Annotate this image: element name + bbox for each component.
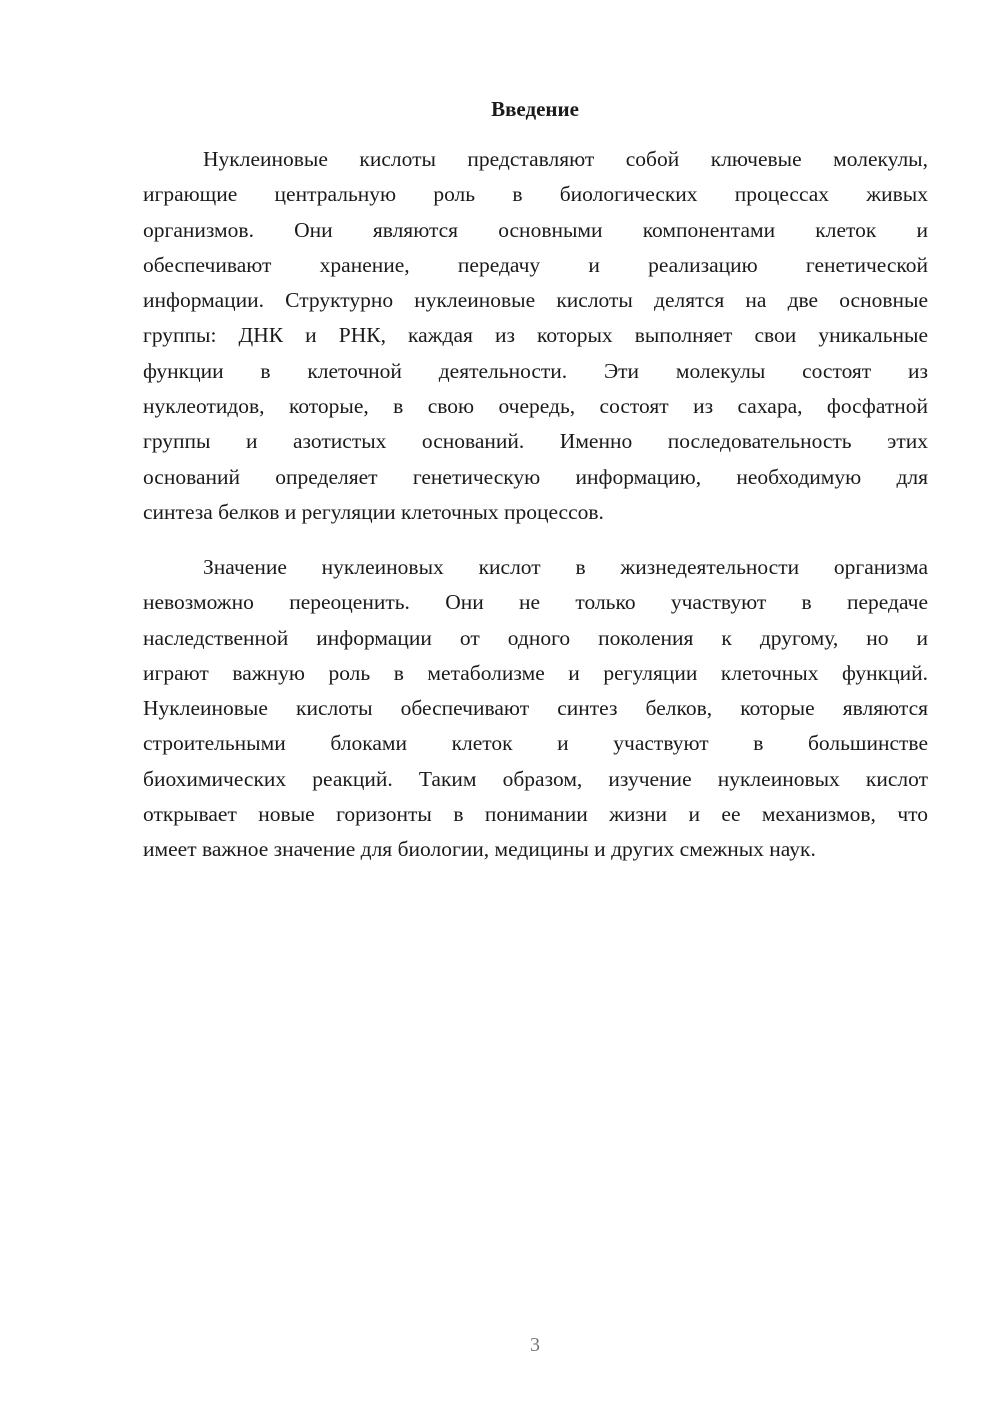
text-line: имеет важное значение для биологии, медицины и других смежных наук.: [143, 837, 816, 862]
text-line: открывает новые горизонты в понимании жизни и ее механизмов, что: [143, 802, 928, 827]
text-line: Нуклеиновые кислоты обеспечивают синтез белков, которые являются: [143, 696, 928, 721]
text-line: наследственной информации от одного поколения к другому, но и: [143, 625, 928, 650]
text-line: играющие центральную роль в биологических процессах живых: [143, 182, 928, 207]
text-line: невозможно переоценить. Они не только участвуют в передаче: [143, 590, 928, 615]
text-line: играют важную роль в метаболизме и регуляции клеточных функций.: [143, 660, 928, 685]
text-line: Нуклеиновые кислоты представляют собой ключевые молекулы,: [203, 147, 928, 171]
section-heading: Введение: [491, 97, 579, 121]
paragraph-2: [143, 550, 928, 868]
text-line: нуклеотидов, которые, в свою очередь, состоят из сахара, фосфатной: [143, 394, 928, 419]
text-line: информации. Структурно нуклеиновые кислоты делятся на две основные: [143, 288, 928, 313]
text-line: группы и азотистых оснований. Именно последовательность этих: [143, 429, 928, 454]
text-line: обеспечивают хранение, передачу и реализацию генетической: [143, 252, 928, 277]
page-number: 3: [530, 1334, 540, 1356]
text-line: биохимических реакций. Таким образом, изучение нуклеиновых кислот: [143, 766, 928, 791]
paragraph-1: [143, 142, 928, 530]
text-line: функции в клеточной деятельности. Эти молекулы состоят из: [143, 358, 928, 383]
text-line: организмов. Они являются основными компонентами клеток и: [143, 217, 928, 242]
text-line: строительными блоками клеток и участвуют в большинстве: [143, 731, 928, 756]
text-line: синтеза белков и регуляции клеточных процессов.: [143, 499, 604, 524]
text-line: группы: ДНК и РНК, каждая из которых выполняет свои уникальные: [143, 323, 928, 348]
text-line: оснований определяет генетическую информацию, необходимую для: [143, 464, 928, 489]
text-line: Значение нуклеиновых кислот в жизнедеятельности организма: [203, 555, 928, 579]
